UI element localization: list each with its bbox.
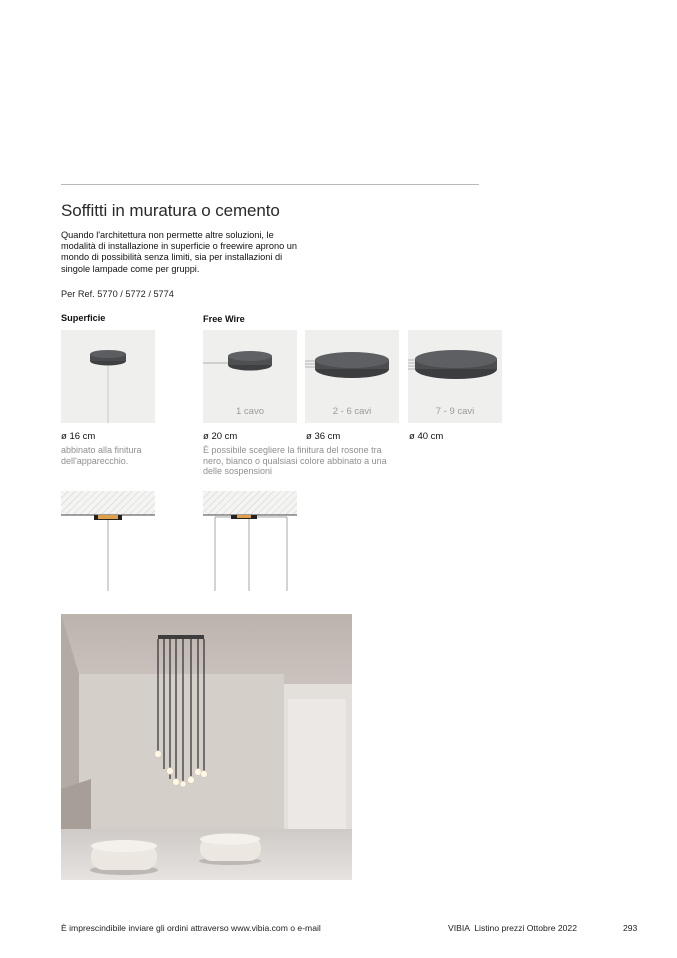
tile-caption: 7 - 9 cavi — [435, 406, 475, 417]
chandelier-room-image — [61, 614, 352, 880]
top-divider — [61, 184, 479, 185]
superficie-note: abbinato alla finitura dell'apparecchio. — [61, 445, 142, 466]
footer-catalog: VIBIA Listino prezzi Ottobre 2022 — [448, 923, 577, 933]
size-36: ø 36 cm — [306, 431, 341, 442]
free-wire-tile-1 — [203, 330, 297, 423]
superficie-size: ø 16 cm — [61, 431, 96, 442]
free-wire-tile-3 — [408, 330, 502, 423]
superficie-tile — [61, 330, 155, 423]
free-wire-heading: Free Wire — [203, 314, 245, 324]
footer-notice: È imprescindibile inviare gli ordini attraverso www.vibia.com o e-mail — [61, 923, 321, 933]
superficie-heading: Superficie — [61, 313, 106, 323]
reference-text: Per Ref. 5770 / 5772 / 5774 — [61, 289, 174, 299]
size-20: ø 20 cm — [203, 431, 238, 442]
superficie-section-drawing — [61, 491, 156, 591]
section-title: Soffitti in muratura o cemento — [61, 201, 280, 220]
intro-paragraph: Quando l'architettura non permette altre soluzioni, le modalità di installazione in superficie o freewire aprono un mondo di possibilità senza limiti, sia per installazioni di singole lampade come per gruppi. — [61, 230, 297, 274]
tile-caption: 1 cavo — [236, 406, 264, 417]
free-wire-note: È possibile scegliere la finitura del rosone tra nero, bianco o qualsiasi colore abbinato a una delle sospensioni — [203, 445, 387, 477]
free-wire-tile-2 — [305, 330, 399, 423]
page-number: 293 — [623, 923, 638, 933]
superficie-rosette-image — [61, 330, 155, 423]
interior-photo — [61, 614, 352, 880]
free-wire-section-drawing — [203, 491, 298, 591]
size-40: ø 40 cm — [409, 431, 444, 442]
tile-caption: 2 - 6 cavi — [332, 406, 372, 417]
